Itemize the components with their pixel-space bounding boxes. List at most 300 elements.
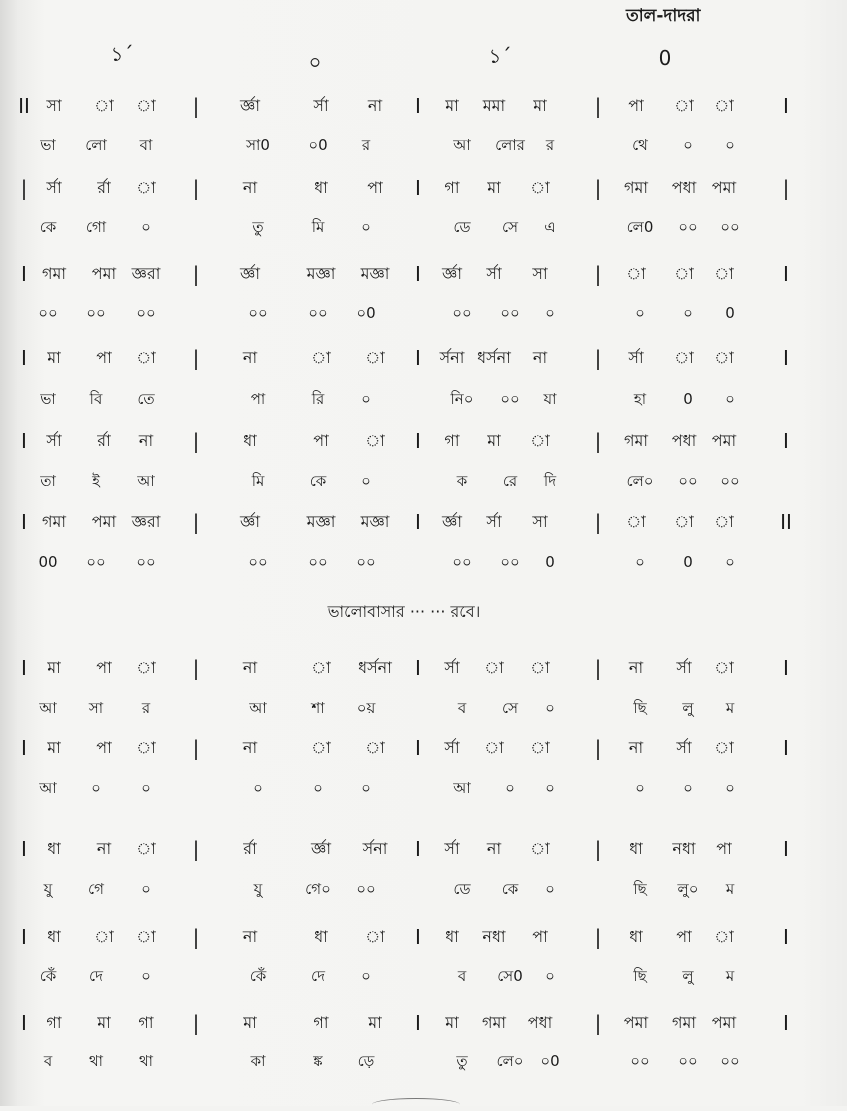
lyric-syllable: লে০ [626,472,654,490]
swar-note: া [714,96,734,115]
lyric-syllable: ০ [141,779,151,797]
lyric-syllable: ০0 [540,1052,560,1070]
swar-note: া [136,738,156,757]
swar-note: মা [445,96,459,115]
tala-title: তাল-দাদরা [626,6,701,26]
bar-line: | [594,925,602,949]
swar-note: া [530,178,550,197]
lyric-syllable: ম [725,880,735,898]
bar-line: I [415,346,421,370]
lyric-syllable: ০ [361,779,371,797]
swar-note: া [136,96,156,115]
bar-line: | [192,346,200,370]
lyric-syllable: কেঁ [39,967,57,985]
swar-note: পমা [91,512,117,531]
swar-note: মা [47,348,61,367]
lyric-syllable: ০0 [356,304,376,322]
lyric-syllable: ০০ [308,553,328,571]
lyric-syllable: রে [502,472,518,490]
bar-line: I [415,656,421,680]
swar-note: গমা [481,1013,507,1032]
lyric-syllable: ০০ [248,553,268,571]
swar-note: পা [532,927,548,946]
lyric-syllable: এ [544,218,556,236]
swar-note: না [242,927,258,946]
swar-note: গমা [41,512,67,531]
bar-line: I [21,736,27,760]
lyric-syllable: আ [249,699,267,717]
lyric-syllable: ০0 [308,136,328,154]
lyric-syllable: গে [88,880,104,898]
swar-note: র্জ্ঞা [240,512,260,531]
lyric-syllable: আ [39,779,57,797]
swar-note: ধা [314,927,328,946]
lyric-syllable: ০০ [500,304,520,322]
lyric-syllable: কে [501,880,519,898]
swar-note: গা [138,1013,154,1032]
swar-note: মা [533,96,547,115]
lyric-syllable: আ [39,699,57,717]
lyric-syllable: ০ [545,699,555,717]
lyric-syllable: ০ [635,553,645,571]
lyric-syllable: যা [543,390,557,408]
lyric-syllable: মি [251,472,265,490]
bar-line: | [192,510,200,534]
swar-note: জ্ঞরা [131,512,161,531]
lyric-syllable: মি [311,218,325,236]
lyric-syllable: তু [252,218,264,236]
lyric-syllable: আ [453,136,471,154]
lyric-syllable: ক [456,472,468,490]
swar-note: া [136,658,156,677]
lyric-syllable: ০০ [500,553,520,571]
lyric-syllable: ০০ [500,390,520,408]
swar-note: মা [47,738,61,757]
bar-line: | [192,94,200,118]
swar-note: ধা [445,927,459,946]
lyric-syllable: ০ [725,553,735,571]
lyric-syllable: র [141,699,151,717]
lyric-syllable: ০০ [248,304,268,322]
swar-note: মা [487,431,501,450]
lyric-syllable: ০ [141,967,151,985]
bar-line: | [782,176,790,200]
lyric-syllable: থা [88,1052,104,1070]
swar-note: গা [313,1013,329,1032]
lyric-syllable: ০০ [356,880,376,898]
swar-note: া [365,738,385,757]
lyric-syllable: পা [250,390,266,408]
bar-line: | [192,262,200,286]
swar-note: না [242,658,258,677]
bar-line: | [594,346,602,370]
swar-note: া [311,348,331,367]
bar-line: I [21,925,27,949]
bar-line: I [21,837,27,861]
swar-note: পা [628,96,644,115]
swar-note: মা [97,1013,111,1032]
swar-note: া [530,658,550,677]
swar-note: মজ্ঞা [306,264,336,283]
bar-line: I [783,736,789,760]
lyric-syllable: সে0 [497,967,523,985]
swar-note: পমা [623,1013,649,1032]
lyric-syllable: ০ [635,304,645,322]
swar-note: পা [96,738,112,757]
lyric-syllable: ০০ [136,553,156,571]
bar-line: | [594,176,602,200]
swar-note: পধা [671,178,697,197]
swar-note: পা [96,658,112,677]
bar-line: | [192,429,200,453]
lyric-syllable: ড়ে [357,1052,375,1070]
beat-marker: ১´ [110,42,134,66]
swar-note: া [714,348,734,367]
bar-line: I [415,94,421,118]
bar-line: I [783,346,789,370]
lyric-syllable: ০ [313,779,323,797]
swar-note: সা [46,96,62,115]
swar-note: া [714,264,734,283]
swar-note: মা [243,1013,257,1032]
beat-marker: ০ [308,50,322,74]
swar-note: না [242,178,258,197]
lyric-syllable: ০০ [452,553,472,571]
swar-note: মজ্ঞা [306,512,336,531]
swar-note: া [714,512,734,531]
lyric-syllable: ০ [683,304,693,322]
lyric-syllable: ছি [633,967,647,985]
bar-line: I [21,429,27,453]
swar-note: না [486,839,502,858]
bar-line: | [594,837,602,861]
lyric-syllable: ভা [40,390,56,408]
lyric-syllable: সে [502,218,518,236]
bar-line: I [415,262,421,286]
swar-note: মা [487,178,501,197]
lyric-syllable: তে [137,390,155,408]
swar-note: না [138,431,154,450]
swar-note: র্সনা [362,839,388,858]
lyric-syllable: শা [311,699,325,717]
bar-line: | [594,262,602,286]
swar-note: া [311,658,331,677]
swar-note: া [714,658,734,677]
lyric-syllable: ০০ [720,1052,740,1070]
swar-note: া [136,348,156,367]
lyric-syllable: ০ [683,779,693,797]
lyric-syllable: লো [85,136,107,154]
lyric-syllable: ০ [361,390,371,408]
lyric-syllable: ০ [361,218,371,236]
bar-line: I [415,429,421,453]
swar-note: পধা [671,431,697,450]
swar-note: র্সা [444,839,460,858]
lyric-syllable: ০ [635,779,645,797]
lyric-syllable: রি [311,390,325,408]
lyric-syllable: ০০ [678,472,698,490]
swar-note: পমা [711,178,737,197]
swar-note: া [365,431,385,450]
lyric-syllable: ডে [453,218,471,236]
swar-note: মা [47,658,61,677]
lyric-syllable: বা [139,136,153,154]
bar-line: I [783,656,789,680]
bar-line: I [21,346,27,370]
lyric-syllable: 0 [725,304,735,322]
swar-note: র্সা [444,658,460,677]
bar-line: I [783,1011,789,1035]
lyric-syllable: লু [682,699,694,717]
swar-note: া [626,512,646,531]
swar-note: জ্ঞরা [131,264,161,283]
beat-marker: ১´ [488,44,512,68]
swar-note: ধা [314,178,328,197]
bar-line: II [780,510,792,534]
swar-note: না [242,348,258,367]
swar-note: গমা [671,1013,697,1032]
bar-line: | [594,94,602,118]
swar-note: া [714,738,734,757]
swar-note: র্সা [46,178,62,197]
swar-note: র্জ্ঞা [311,839,331,858]
swar-note: পা [367,178,383,197]
lyric-syllable: দি [543,472,557,490]
lyric-syllable: ০ [725,779,735,797]
bar-line: I [415,1011,421,1035]
swar-note: া [714,927,734,946]
swar-note: গা [444,431,460,450]
bar-line: | [192,736,200,760]
bar-line: | [192,176,200,200]
lyric-syllable: হা [633,390,647,408]
lyric-syllable: ভা [40,136,56,154]
swar-note: পা [676,927,692,946]
swar-note: র্সা [676,658,692,677]
bar-line: | [192,656,200,680]
lyric-syllable: লু০ [677,880,699,898]
bar-line: | [192,1011,200,1035]
lyric-syllable: দে [311,967,325,985]
swar-note: মজ্ঞা [360,512,390,531]
lyric-syllable: লু [682,967,694,985]
swar-note: না [242,738,258,757]
swar-note: পধা [527,1013,553,1032]
lyric-syllable: তু [456,1052,468,1070]
lyric-syllable: ০ [545,304,555,322]
lyric-syllable: ছি [633,880,647,898]
swar-note: র্সা [313,96,329,115]
lyric-syllable: ০০ [678,1052,698,1070]
lyric-syllable: ব [457,967,467,985]
swar-note: া [94,96,114,115]
swar-note: পা [313,431,329,450]
swar-note: গমা [623,431,649,450]
bar-line: I [783,837,789,861]
lyric-syllable: সা0 [246,136,270,154]
swar-note: র্জ্ঞা [442,264,462,283]
lyric-syllable: ০ [545,967,555,985]
bar-line: I [21,510,27,534]
swar-note: র্রা [243,839,257,858]
lyric-syllable: নি০ [450,390,474,408]
swar-note: া [674,96,694,115]
lyric-syllable: লোর [495,136,525,154]
lyric-syllable: ছি [633,699,647,717]
lyric-syllable: বি [89,390,103,408]
swar-note: া [530,839,550,858]
swar-note: ধা [47,927,61,946]
bar-line: I [21,262,27,286]
lyric-syllable: র [361,136,371,154]
swar-note: া [136,839,156,858]
lyric-syllable: ০০ [86,304,106,322]
bar-line: | [594,429,602,453]
page-number-bracket [372,1098,460,1111]
lyric-syllable: ০ [253,779,263,797]
bar-line: | [192,925,200,949]
swar-note: র্রা [97,431,111,450]
swar-note: র্সা [628,348,644,367]
lyric-syllable: ০০ [720,472,740,490]
bar-line: I [415,925,421,949]
swar-note: া [311,738,331,757]
bar-line: I [415,837,421,861]
lyric-syllable: ০ [141,218,151,236]
lyric-syllable: দে [89,967,103,985]
bar-line: I [783,925,789,949]
swar-note: মমা [482,96,506,115]
swar-note: পমা [711,1013,737,1032]
swar-note: া [484,658,504,677]
lyric-syllable: 0 [683,390,693,408]
lyric-syllable: ঙ্ক [313,1052,323,1070]
swar-note: া [674,348,694,367]
lyric-syllable: আ [137,472,155,490]
lyric-syllable: গে০ [305,880,331,898]
swar-note: র্সা [676,738,692,757]
swar-note: া [484,738,504,757]
swar-note: ধর্সনা [358,658,392,677]
swar-note: ধা [243,431,257,450]
lyric-syllable: ব [457,699,467,717]
swar-note: ধা [629,927,643,946]
swar-note: া [674,512,694,531]
swar-note: র্সনা [439,348,465,367]
swar-note: না [96,839,112,858]
bar-line: I [21,656,27,680]
swar-note: না [367,96,383,115]
bar-line: I [783,262,789,286]
lyric-syllable: যু [253,880,263,898]
swar-note: া [365,927,385,946]
swar-note: পমা [711,431,737,450]
bar-line: | [20,176,28,200]
lyric-syllable: ০০ [452,304,472,322]
swar-note: নধা [482,927,506,946]
lyric-syllable: ০য় [356,699,376,717]
lyric-syllable: ০০ [86,553,106,571]
lyric-syllable: ০ [361,472,371,490]
lyric-syllable: 00 [38,553,58,571]
swar-note: র্রা [97,178,111,197]
swar-note: া [365,348,385,367]
swar-note: নধা [672,839,696,858]
swar-note: া [626,264,646,283]
swar-note: া [94,927,114,946]
swar-note: গা [444,178,460,197]
swar-note: র্সা [486,512,502,531]
swar-note: গমা [623,178,649,197]
swar-note: মা [368,1013,382,1032]
lyric-syllable: ই [92,472,100,490]
swar-note: র্সা [486,264,502,283]
lyric-syllable: ০ [141,880,151,898]
lyric-syllable: কে [39,218,57,236]
bar-line: I [783,429,789,453]
swar-note: ধর্সনা [477,348,511,367]
lyric-syllable: কেঁ [249,967,267,985]
lyric-syllable: ডে [453,880,471,898]
swar-note: না [628,658,644,677]
bar-line: I [21,1011,27,1035]
bar-line: | [594,1011,602,1035]
bar-line: I [783,94,789,118]
lyric-syllable: ০ [683,136,693,154]
swar-note: া [530,738,550,757]
swar-note: না [628,738,644,757]
lyric-syllable: যু [43,880,53,898]
swar-note: মজ্ঞা [360,264,390,283]
lyric-syllable: ০ [725,390,735,408]
lyric-syllable: ব [43,1052,53,1070]
swar-note: া [530,431,550,450]
lyric-syllable: ০০ [356,553,376,571]
swar-note: ধা [47,839,61,858]
swar-note: র্জ্ঞা [240,96,260,115]
lyric-syllable: র [545,136,555,154]
swar-note: সা [532,512,548,531]
lyric-syllable: কা [250,1052,266,1070]
lyric-syllable: ম [725,699,735,717]
bar-line: | [594,736,602,760]
lyric-syllable: ০০ [678,218,698,236]
lyric-syllable: থে [632,136,648,154]
bar-line: | [192,837,200,861]
bar-line: I [415,176,421,200]
swar-note: া [674,264,694,283]
swar-note: গা [46,1013,62,1032]
lyric-syllable: 0 [545,553,555,571]
lyric-syllable: ০ [361,967,371,985]
lyric-syllable: সা [88,699,104,717]
swar-note: পমা [91,264,117,283]
lyric-syllable: ০০ [630,1052,650,1070]
lyric-syllable: থা [138,1052,154,1070]
lyric-syllable: কে [309,472,327,490]
lyric-syllable: সে [502,699,518,717]
lyric-syllable: লে0 [626,218,654,236]
lyric-syllable: ০০ [38,304,58,322]
antara-caption: ভালোবাসার ··· ··· রবে। [327,602,481,621]
swar-note: সা [532,264,548,283]
swar-note: ধা [629,839,643,858]
bar-line: I [415,736,421,760]
bar-line: II [18,94,30,118]
swar-note: র্সা [46,431,62,450]
lyric-syllable: ০ [725,136,735,154]
swar-note: পা [716,839,732,858]
